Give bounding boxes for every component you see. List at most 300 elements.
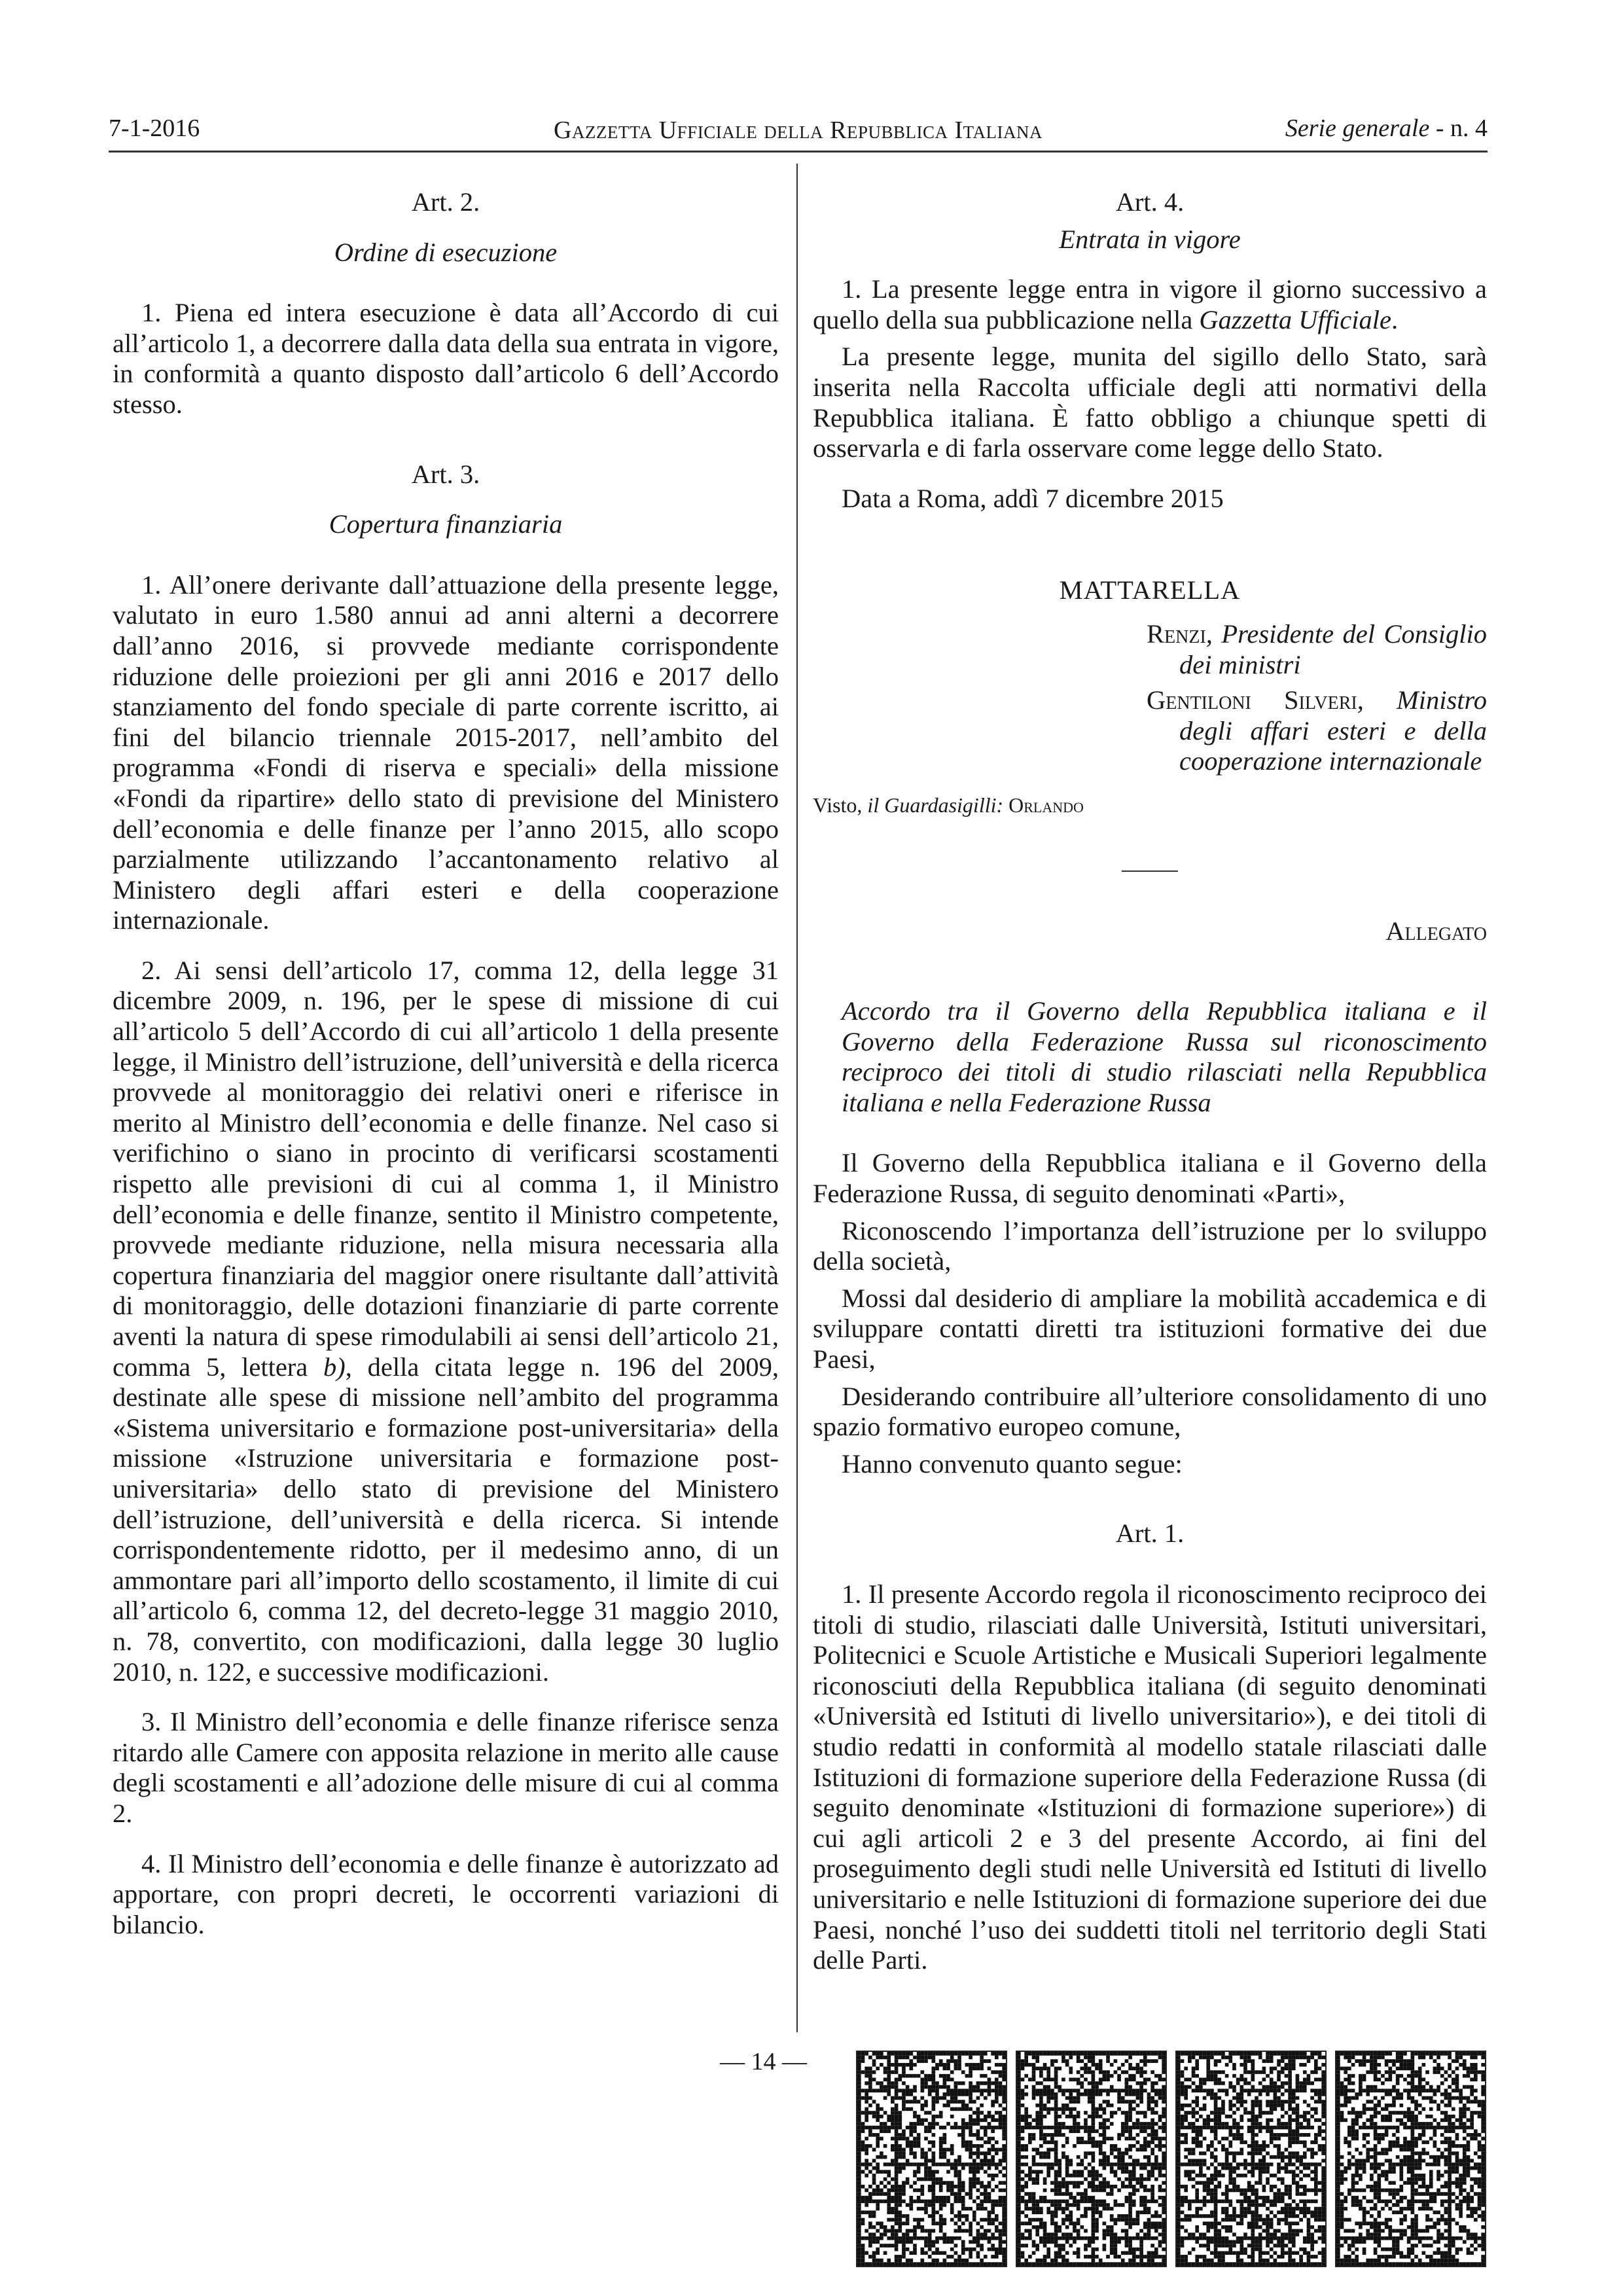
datamatrix-module [969,2118,972,2122]
datamatrix-module [1478,2155,1482,2159]
datamatrix-module [1459,2159,1463,2163]
datamatrix-module [976,2133,980,2137]
datamatrix-module [1154,2248,1158,2251]
datamatrix-module [857,2210,861,2214]
datamatrix-module [865,2203,868,2207]
datamatrix-module [883,2225,887,2229]
datamatrix-module [954,2244,958,2248]
datamatrix-module [980,2259,984,2263]
datamatrix-module [1377,2166,1381,2170]
datamatrix-module [1103,2118,1107,2122]
datamatrix-module [1336,2159,1340,2163]
datamatrix-module [1266,2236,1270,2240]
datamatrix-module [1321,2122,1325,2126]
datamatrix-module [1448,2129,1452,2133]
datamatrix-module [1128,2144,1132,2148]
datamatrix-module [1024,2162,1028,2166]
datamatrix-module [1181,2070,1185,2074]
datamatrix-module [1403,2162,1407,2166]
datamatrix-module [1310,2089,1314,2092]
datamatrix-module [1099,2189,1103,2193]
datamatrix-module [1463,2104,1467,2108]
datamatrix-module [1470,2100,1474,2104]
datamatrix-module [1188,2207,1192,2211]
datamatrix-module [1058,2251,1061,2255]
datamatrix-module [1058,2122,1061,2126]
datamatrix-module [1340,2192,1344,2196]
datamatrix-module [1436,2063,1440,2067]
datamatrix-module [943,2137,947,2141]
datamatrix-module [984,2129,988,2133]
datamatrix-module [1206,2144,1210,2148]
datamatrix-module [1054,2236,1058,2240]
datamatrix-module [1150,2259,1154,2263]
datamatrix-module [1392,2162,1396,2166]
datamatrix-module [1307,2111,1311,2115]
datamatrix-module [946,2122,950,2126]
datamatrix-module [857,2203,861,2207]
datamatrix-module [913,2085,917,2089]
datamatrix-module [1336,2178,1340,2181]
datamatrix-module [1232,2207,1236,2211]
datamatrix-module [1073,2240,1077,2244]
datamatrix-module [1092,2151,1096,2155]
datamatrix-module [1414,2052,1418,2056]
datamatrix-module [957,2067,961,2071]
datamatrix-module [1099,2108,1103,2111]
datamatrix-module [1065,2181,1069,2185]
datamatrix-module [1403,2155,1407,2159]
datamatrix-module [1188,2218,1192,2222]
datamatrix-module [1381,2108,1385,2111]
datamatrix-module [954,2236,958,2240]
datamatrix-module [1281,2251,1285,2255]
datamatrix-module [928,2074,932,2078]
datamatrix-module [1080,2137,1084,2141]
datamatrix-module [924,2174,928,2178]
datamatrix-module [857,2221,861,2225]
datamatrix-module [1255,2225,1258,2229]
datamatrix-module [1247,2181,1251,2185]
datamatrix-module [1136,2248,1140,2251]
datamatrix-module [1307,2240,1311,2244]
datamatrix-module [957,2159,961,2163]
datamatrix-module [1065,2189,1069,2193]
datamatrix-module [1336,2111,1340,2115]
datamatrix-module [1150,2185,1154,2189]
datamatrix-module [1210,2192,1214,2196]
datamatrix-module [1195,2255,1199,2259]
datamatrix-module [1214,2126,1218,2130]
datamatrix-module [1150,2100,1154,2104]
datamatrix-module [895,2070,899,2074]
datamatrix-module [1388,2115,1392,2119]
datamatrix-module [924,2210,928,2214]
datamatrix-module [1024,2214,1028,2218]
datamatrix-module [1050,2162,1054,2166]
datamatrix-module [1039,2133,1043,2137]
datamatrix-module [1385,2203,1389,2207]
datamatrix-module [1251,2104,1255,2108]
datamatrix-module [906,2162,910,2166]
datamatrix-module [1210,2210,1214,2214]
datamatrix-module [1080,2262,1084,2266]
datamatrix-module [1299,2210,1303,2214]
datamatrix-module [1017,2122,1021,2126]
datamatrix-module [872,2166,876,2170]
datamatrix-module [1422,2148,1426,2152]
datamatrix-module [1121,2181,1125,2185]
datamatrix-module [1285,2166,1289,2170]
datamatrix-module [1385,2059,1389,2063]
datamatrix-module [1481,2118,1485,2122]
datamatrix-module [1463,2096,1467,2100]
datamatrix-module [1069,2262,1073,2266]
datamatrix-module [943,2077,947,2081]
datamatrix-module [1366,2108,1370,2111]
datamatrix-module [1266,2111,1270,2115]
datamatrix-module [1455,2052,1459,2056]
datamatrix-module [1307,2104,1311,2108]
datamatrix-module [1150,2070,1154,2074]
datamatrix-module [1270,2126,1274,2130]
datamatrix-module [1318,2133,1322,2137]
datamatrix-module [1195,2059,1199,2063]
datamatrix-module [1017,2070,1021,2074]
datamatrix-module [1392,2192,1396,2196]
datamatrix-module [928,2122,932,2126]
datamatrix-module [1147,2251,1151,2255]
datamatrix-module [999,2115,1003,2119]
datamatrix-module [1035,2056,1039,2060]
datamatrix-module [1214,2196,1218,2200]
datamatrix-module [1110,2085,1114,2089]
datamatrix-module [935,2200,939,2204]
datamatrix-module [1470,2133,1474,2137]
datamatrix-module [1236,2236,1240,2240]
datamatrix-module [1039,2129,1043,2133]
datamatrix-module [1002,2203,1006,2207]
datamatrix-module [969,2081,972,2085]
datamatrix-module [1184,2085,1188,2089]
datamatrix-module [1228,2200,1232,2204]
datamatrix-module [1158,2162,1162,2166]
datamatrix-module [1084,2248,1088,2251]
datamatrix-module [1158,2203,1162,2207]
datamatrix-module [1084,2126,1088,2130]
datamatrix-module [887,2200,891,2204]
datamatrix-module [988,2148,991,2152]
datamatrix-module [1270,2140,1274,2144]
datamatrix-module [1050,2203,1054,2207]
datamatrix-module [954,2259,958,2263]
datamatrix-module [928,2233,932,2236]
datamatrix-module [1474,2063,1478,2067]
datamatrix-module [887,2052,891,2056]
datamatrix-module [1281,2059,1285,2063]
datamatrix-module [1336,2151,1340,2155]
datamatrix-module [972,2100,976,2104]
datamatrix-module [1061,2233,1065,2236]
datamatrix-module [1255,2118,1258,2122]
datamatrix-module [1024,2174,1028,2178]
datamatrix-module [1154,2166,1158,2170]
datamatrix-module [1459,2118,1463,2122]
datamatrix-module [957,2196,961,2200]
datamatrix-module [920,2178,924,2181]
datamatrix-module [1024,2229,1028,2233]
datamatrix-module [1054,2244,1058,2248]
datamatrix-module [1228,2218,1232,2222]
datamatrix-module [1188,2214,1192,2218]
datamatrix-module [1288,2067,1292,2071]
datamatrix-module [943,2200,947,2204]
datamatrix-module [1314,2229,1318,2233]
datamatrix-module [1240,2192,1243,2196]
datamatrix-module [1106,2225,1110,2229]
datamatrix-module [1392,2140,1396,2144]
datamatrix-module [1363,2170,1366,2174]
datamatrix-module [1061,2104,1065,2108]
datamatrix-module [872,2148,876,2152]
datamatrix-module [946,2170,950,2174]
datamatrix-module [1377,2140,1381,2144]
datamatrix-module [1092,2126,1096,2130]
datamatrix-module [991,2203,995,2207]
datamatrix-module [1288,2233,1292,2236]
datamatrix-module [980,2192,984,2196]
datamatrix-module [1370,2085,1374,2089]
datamatrix-module [1143,2155,1147,2159]
datamatrix-module [1043,2126,1047,2130]
datamatrix-module [1444,2137,1448,2141]
datamatrix-module [895,2229,899,2233]
datamatrix-module [872,2189,876,2193]
datamatrix-module [1285,2162,1289,2166]
datamatrix-module [872,2111,876,2115]
datamatrix-module [1411,2178,1415,2181]
datamatrix-module [891,2052,895,2056]
datamatrix-module [1106,2229,1110,2233]
datamatrix-module [1232,2251,1236,2255]
datamatrix-module [1429,2162,1433,2166]
datamatrix-module [895,2174,899,2178]
datamatrix-module [1463,2196,1467,2200]
datamatrix-module [1121,2070,1125,2074]
datamatrix-module [1099,2081,1103,2085]
datamatrix-module [1184,2104,1188,2108]
datamatrix-module [1032,2162,1036,2166]
datamatrix-module [1158,2170,1162,2174]
datamatrix-module [1058,2255,1061,2259]
datamatrix-module [1255,2200,1258,2204]
datamatrix-module [1002,2133,1006,2137]
datamatrix-module [1221,2236,1225,2240]
datamatrix-module [961,2259,965,2263]
right-column [813,187,1487,1976]
datamatrix-module [1422,2174,1426,2178]
datamatrix-module [1281,2255,1285,2259]
datamatrix-module [1422,2077,1426,2081]
datamatrix-module [1073,2118,1077,2122]
datamatrix-module [1310,2148,1314,2152]
datamatrix-module [1095,2178,1099,2181]
datamatrix-module [1150,2085,1154,2089]
datamatrix-module [1154,2089,1158,2092]
datamatrix-module [1418,2092,1422,2096]
datamatrix-module [1061,2092,1065,2096]
datamatrix-module [1210,2074,1214,2078]
datamatrix-module [1225,2148,1229,2152]
datamatrix-module [1099,2174,1103,2178]
datamatrix-module [1177,2240,1181,2244]
datamatrix-module [1347,2059,1351,2063]
datamatrix-module [1125,2166,1129,2170]
datamatrix-module [1017,2181,1021,2185]
datamatrix-module [1444,2052,1448,2056]
datamatrix-module [1240,2207,1243,2211]
datamatrix-module [1399,2162,1403,2166]
datamatrix-module [969,2181,972,2185]
datamatrix-module [954,2229,958,2233]
datamatrix-module [1117,2166,1121,2170]
datamatrix-module [1258,2225,1262,2229]
datamatrix-module [1162,2070,1166,2074]
datamatrix-module [1021,2262,1025,2266]
datamatrix-module [1077,2255,1080,2259]
datamatrix-module [1147,2059,1151,2063]
datamatrix-module [1411,2081,1415,2085]
datamatrix-module [917,2140,921,2144]
datamatrix-module [924,2104,928,2108]
datamatrix-module [1017,2096,1021,2100]
datamatrix-module [876,2081,880,2085]
datamatrix-module [1247,2126,1251,2130]
datamatrix-module [1225,2122,1229,2126]
datamatrix-module [1043,2255,1047,2259]
datamatrix-module [1418,2155,1422,2159]
datamatrix-module [1184,2162,1188,2166]
datamatrix-module [1136,2178,1140,2181]
datamatrix-module [1158,2166,1162,2170]
datamatrix-module [1243,2207,1247,2211]
datamatrix-module [1336,2174,1340,2178]
datamatrix-module [1080,2174,1084,2178]
datamatrix-module [1217,2081,1221,2085]
datamatrix-module [1054,2077,1058,2081]
datamatrix-module [961,2137,965,2141]
art4-paragraph-2: La presente legge, munita del sigillo dello Stato, sarà inserita nella Raccolta ufficiale degli atti normativi della Repubblica italiana. È fatto obbligo a chiunque spetti di osservarla e di farla osservare come legge dello Stato. [813,342,1487,463]
datamatrix-module [1139,2052,1143,2056]
datamatrix-module [872,2089,876,2092]
datamatrix-module [1121,2155,1125,2159]
datamatrix-module [939,2074,943,2078]
datamatrix-module [988,2200,991,2204]
datamatrix-module [1481,2111,1485,2115]
datamatrix-module [1058,2181,1061,2185]
datamatrix-module [1039,2144,1043,2148]
datamatrix-module [1092,2140,1096,2144]
datamatrix-module [1139,2262,1143,2266]
datamatrix-module [1214,2210,1218,2214]
datamatrix-module [1228,2203,1232,2207]
datamatrix-module [1150,2170,1154,2174]
datamatrix-module [1125,2118,1129,2122]
datamatrix-module [1381,2081,1385,2085]
datamatrix-module [1103,2185,1107,2189]
datamatrix-module [1110,2052,1114,2056]
datamatrix-module [1121,2251,1125,2255]
datamatrix-module [965,2108,969,2111]
datamatrix-module [1017,2166,1021,2170]
datamatrix-module [1292,2244,1296,2248]
datamatrix-module [1017,2236,1021,2240]
datamatrix-module [980,2166,984,2170]
datamatrix-module [932,2074,936,2078]
datamatrix-module [1210,2129,1214,2133]
datamatrix-module [887,2181,891,2185]
datamatrix-module [1318,2144,1322,2148]
datamatrix-module [1128,2185,1132,2189]
datamatrix-module [1232,2137,1236,2141]
datamatrix-module [1177,2159,1181,2163]
datamatrix-module [999,2126,1003,2130]
datamatrix-module [895,2081,899,2085]
datamatrix-module [1288,2074,1292,2078]
datamatrix-module [1136,2218,1140,2222]
datamatrix-module [1114,2233,1118,2236]
datamatrix-module [1177,2229,1181,2233]
datamatrix-module [865,2100,868,2104]
datamatrix-module [1436,2126,1440,2130]
datamatrix-module [865,2229,868,2233]
datamatrix-module [891,2108,895,2111]
datamatrix-module [876,2137,880,2141]
datamatrix-module [1374,2192,1378,2196]
datamatrix-module [1236,2151,1240,2155]
datamatrix-module [1411,2133,1415,2137]
datamatrix-module [876,2170,880,2174]
datamatrix-module [1139,2111,1143,2115]
datamatrix-module [1210,2236,1214,2240]
datamatrix-module [1440,2140,1444,2144]
datamatrix-module [991,2207,995,2211]
datamatrix-module [1336,2100,1340,2104]
datamatrix-module [857,2059,861,2063]
datamatrix-module [1088,2129,1092,2133]
datamatrix-module [857,2108,861,2111]
datamatrix-module [1184,2155,1188,2159]
datamatrix-module [1199,2214,1203,2218]
datamatrix-module [1110,2189,1114,2193]
datamatrix-module [1262,2262,1266,2266]
datamatrix-module [1403,2126,1407,2130]
datamatrix-module [1251,2108,1255,2111]
datamatrix-module [991,2129,995,2133]
datamatrix-module [1110,2137,1114,2141]
datamatrix-module [1017,2189,1021,2193]
datamatrix-module [872,2255,876,2259]
datamatrix-module [1448,2067,1452,2071]
datamatrix-module [1054,2151,1058,2155]
datamatrix-module [1132,2236,1136,2240]
datamatrix-module [1177,2092,1181,2096]
datamatrix-module [1425,2115,1429,2119]
datamatrix-module [876,2251,880,2255]
datamatrix-module [954,2085,958,2089]
datamatrix-module [1073,2115,1077,2119]
datamatrix-module [868,2192,872,2196]
